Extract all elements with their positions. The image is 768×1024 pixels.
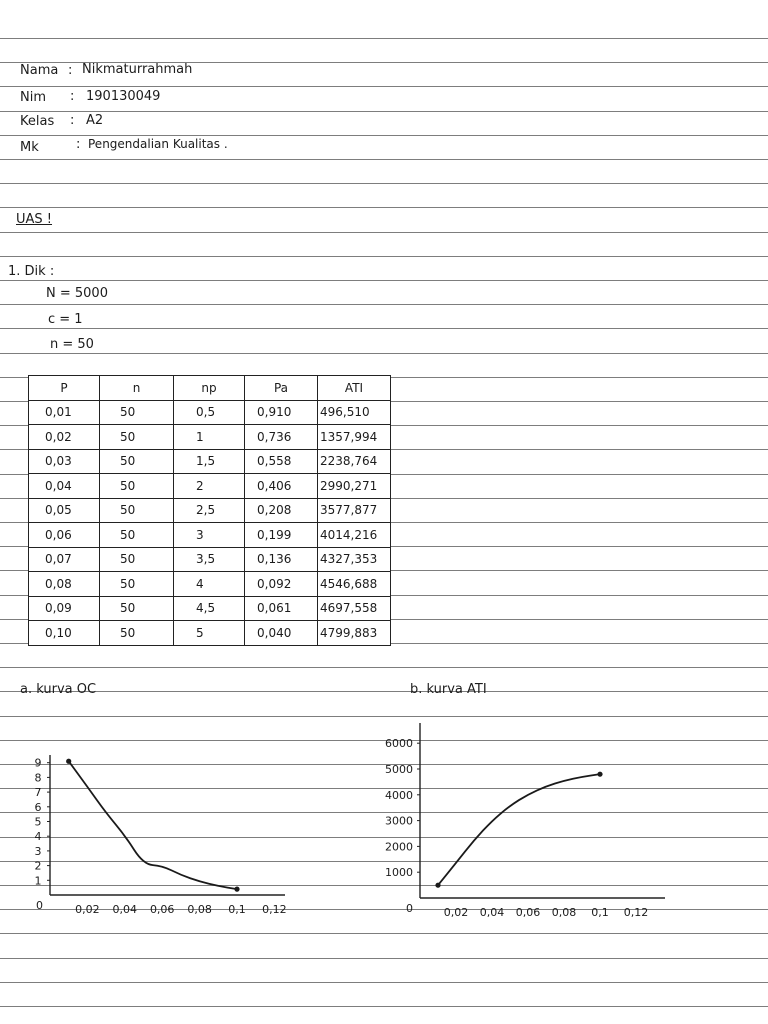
- table-cell: 4697,558: [318, 596, 391, 621]
- x-tick-label: 0,08: [187, 903, 212, 916]
- colon: :: [70, 113, 75, 128]
- ruled-line: [0, 691, 768, 692]
- chart-b-title: b. kurva ATI: [410, 682, 487, 697]
- table-cell: 0,5: [174, 400, 245, 425]
- oc-curve-chart: [0, 715, 300, 930]
- ruled-line: [0, 1006, 768, 1007]
- table-cell: 50: [100, 449, 174, 474]
- table-cell: 0,736: [245, 425, 318, 450]
- x-tick-label: 0,12: [262, 903, 287, 916]
- given-n: n = 50: [50, 337, 94, 352]
- ruled-line: [0, 304, 768, 305]
- ruled-line: [0, 183, 768, 184]
- y-tick-label: 1000: [385, 866, 413, 880]
- table-cell: 0,08: [29, 572, 100, 597]
- table-row: [29, 596, 391, 621]
- ruled-line: [0, 256, 768, 257]
- header-ati: ATI: [318, 376, 391, 401]
- x-tick-label: 0,12: [623, 906, 649, 919]
- table-cell: 0,040: [245, 621, 318, 646]
- table-cell: 0,05: [29, 498, 100, 523]
- x-tick-label: 0,06: [515, 906, 541, 919]
- y-tick-label: 3000: [385, 814, 413, 828]
- table-row: [29, 449, 391, 474]
- table-cell: 4: [174, 572, 245, 597]
- data-point: [435, 883, 440, 888]
- ruled-line: [0, 232, 768, 233]
- x-tick-label: 0,02: [75, 903, 100, 916]
- table-row: [29, 474, 391, 499]
- y-tick-label: 5000: [385, 763, 413, 776]
- problem-number: 1. Dik :: [8, 264, 55, 279]
- table-cell: 3: [174, 523, 245, 548]
- given-c: c = 1: [48, 312, 83, 327]
- table-cell: 0,09: [29, 596, 100, 621]
- table-row: [29, 572, 391, 597]
- table-header-row: [29, 376, 391, 401]
- ruled-line: [0, 353, 768, 354]
- ruled-line: [0, 86, 768, 87]
- x-tick-label: 0,04: [112, 903, 138, 916]
- header-np: np: [174, 376, 245, 401]
- table-row: [29, 621, 391, 646]
- x-tick-label: 0,06: [149, 903, 175, 916]
- table-cell: 496,510: [318, 400, 391, 425]
- y-tick-label: 6000: [385, 737, 413, 751]
- table-cell: 50: [100, 425, 174, 450]
- ruled-line: [0, 933, 768, 934]
- table-cell: 50: [100, 621, 174, 646]
- x-tick-label: 0,08: [551, 906, 577, 919]
- table-cell: 0,10: [29, 621, 100, 646]
- table-cell: 50: [100, 547, 174, 572]
- x-tick-label: 0,04: [479, 906, 505, 919]
- colon: :: [76, 137, 81, 152]
- x-tick-label: 0,1: [228, 903, 246, 916]
- header-n: n: [100, 376, 174, 401]
- ruled-line: [0, 280, 768, 281]
- nama-value: Nikmaturrahmah: [82, 62, 193, 77]
- table-cell: 0,092: [245, 572, 318, 597]
- y-tick-label: 2000: [385, 840, 413, 854]
- table-cell: 0,06: [29, 523, 100, 548]
- mk-label: Mk: [20, 140, 39, 155]
- ati-curve-chart: [345, 715, 685, 930]
- table-row: [29, 523, 391, 548]
- table-cell: 4,5: [174, 596, 245, 621]
- kelas-value: A2: [86, 113, 104, 128]
- table-cell: 50: [100, 400, 174, 425]
- given-N: N = 5000: [46, 286, 108, 301]
- nim-label: Nim: [20, 90, 46, 105]
- table-cell: 0,01: [29, 400, 100, 425]
- table-cell: 1,5: [174, 449, 245, 474]
- y-tick-label: 8: [34, 771, 42, 785]
- ruled-line: [0, 111, 768, 112]
- ruled-line: [0, 135, 768, 136]
- table-cell: 50: [100, 474, 174, 499]
- series-line: [69, 761, 237, 889]
- series-line: [438, 774, 600, 885]
- table-cell: 2990,271: [318, 474, 391, 499]
- table-cell: 4799,883: [318, 621, 391, 646]
- table-cell: 1357,994: [318, 425, 391, 450]
- origin-label: 0: [406, 902, 413, 915]
- kelas-label: Kelas: [20, 114, 55, 129]
- table-row: [29, 547, 391, 572]
- table-body: [29, 400, 391, 645]
- ruled-line: [0, 328, 768, 329]
- y-tick-label: 9: [34, 756, 42, 770]
- nama-label: Nama: [20, 63, 59, 78]
- y-tick-label: 3: [34, 844, 42, 858]
- table-cell: 4546,688: [318, 572, 391, 597]
- table-row: [29, 498, 391, 523]
- table-cell: 2,5: [174, 498, 245, 523]
- chart-a-title: a. kurva OC: [20, 682, 97, 697]
- table-cell: 0,061: [245, 596, 318, 621]
- table-cell: 4327,353: [318, 547, 391, 572]
- table-cell: 50: [100, 572, 174, 597]
- colon: :: [68, 63, 73, 78]
- table-cell: 0,07: [29, 547, 100, 572]
- table-cell: 2: [174, 474, 245, 499]
- table-cell: 1: [174, 425, 245, 450]
- nim-value: 190130049: [86, 89, 161, 104]
- ruled-line: [0, 958, 768, 959]
- table-cell: 0,910: [245, 400, 318, 425]
- table-cell: 50: [100, 523, 174, 548]
- ruled-line: [0, 38, 768, 39]
- x-tick-label: 0,1: [591, 906, 609, 919]
- colon: :: [70, 89, 75, 104]
- table-row: [29, 400, 391, 425]
- y-tick-label: 4000: [385, 788, 413, 802]
- data-point: [66, 759, 71, 764]
- table-row: [29, 425, 391, 450]
- table-cell: 0,406: [245, 474, 318, 499]
- origin-label: 0: [36, 899, 43, 912]
- x-tick-label: 0,02: [443, 906, 469, 919]
- header-p: P: [29, 376, 100, 401]
- table-cell: 2238,764: [318, 449, 391, 474]
- ruled-line: [0, 982, 768, 983]
- section-title: UAS !: [16, 212, 53, 227]
- ruled-line: [0, 159, 768, 160]
- table-cell: 3577,877: [318, 498, 391, 523]
- y-tick-label: 1: [34, 874, 42, 888]
- table-cell: 4014,216: [318, 523, 391, 548]
- mk-value: Pengendalian Kualitas .: [88, 137, 228, 151]
- sampling-table: [28, 375, 391, 646]
- header-pa: Pa: [245, 376, 318, 401]
- data-point: [234, 887, 239, 892]
- y-tick-label: 7: [34, 786, 42, 800]
- table-cell: 50: [100, 596, 174, 621]
- table-cell: 5: [174, 621, 245, 646]
- table-cell: 50: [100, 498, 174, 523]
- data-point: [597, 772, 602, 777]
- table-cell: 0,136: [245, 547, 318, 572]
- y-tick-label: 2: [34, 859, 42, 873]
- y-tick-label: 6: [34, 800, 42, 814]
- table-cell: 3,5: [174, 547, 245, 572]
- table-cell: 0,02: [29, 425, 100, 450]
- ruled-line: [0, 207, 768, 208]
- y-tick-label: 5: [34, 815, 42, 829]
- y-tick-label: 4: [34, 830, 42, 844]
- table-cell: 0,199: [245, 523, 318, 548]
- ruled-line: [0, 667, 768, 668]
- table-cell: 0,208: [245, 498, 318, 523]
- table-cell: 0,558: [245, 449, 318, 474]
- table-cell: 0,04: [29, 474, 100, 499]
- table-cell: 0,03: [29, 449, 100, 474]
